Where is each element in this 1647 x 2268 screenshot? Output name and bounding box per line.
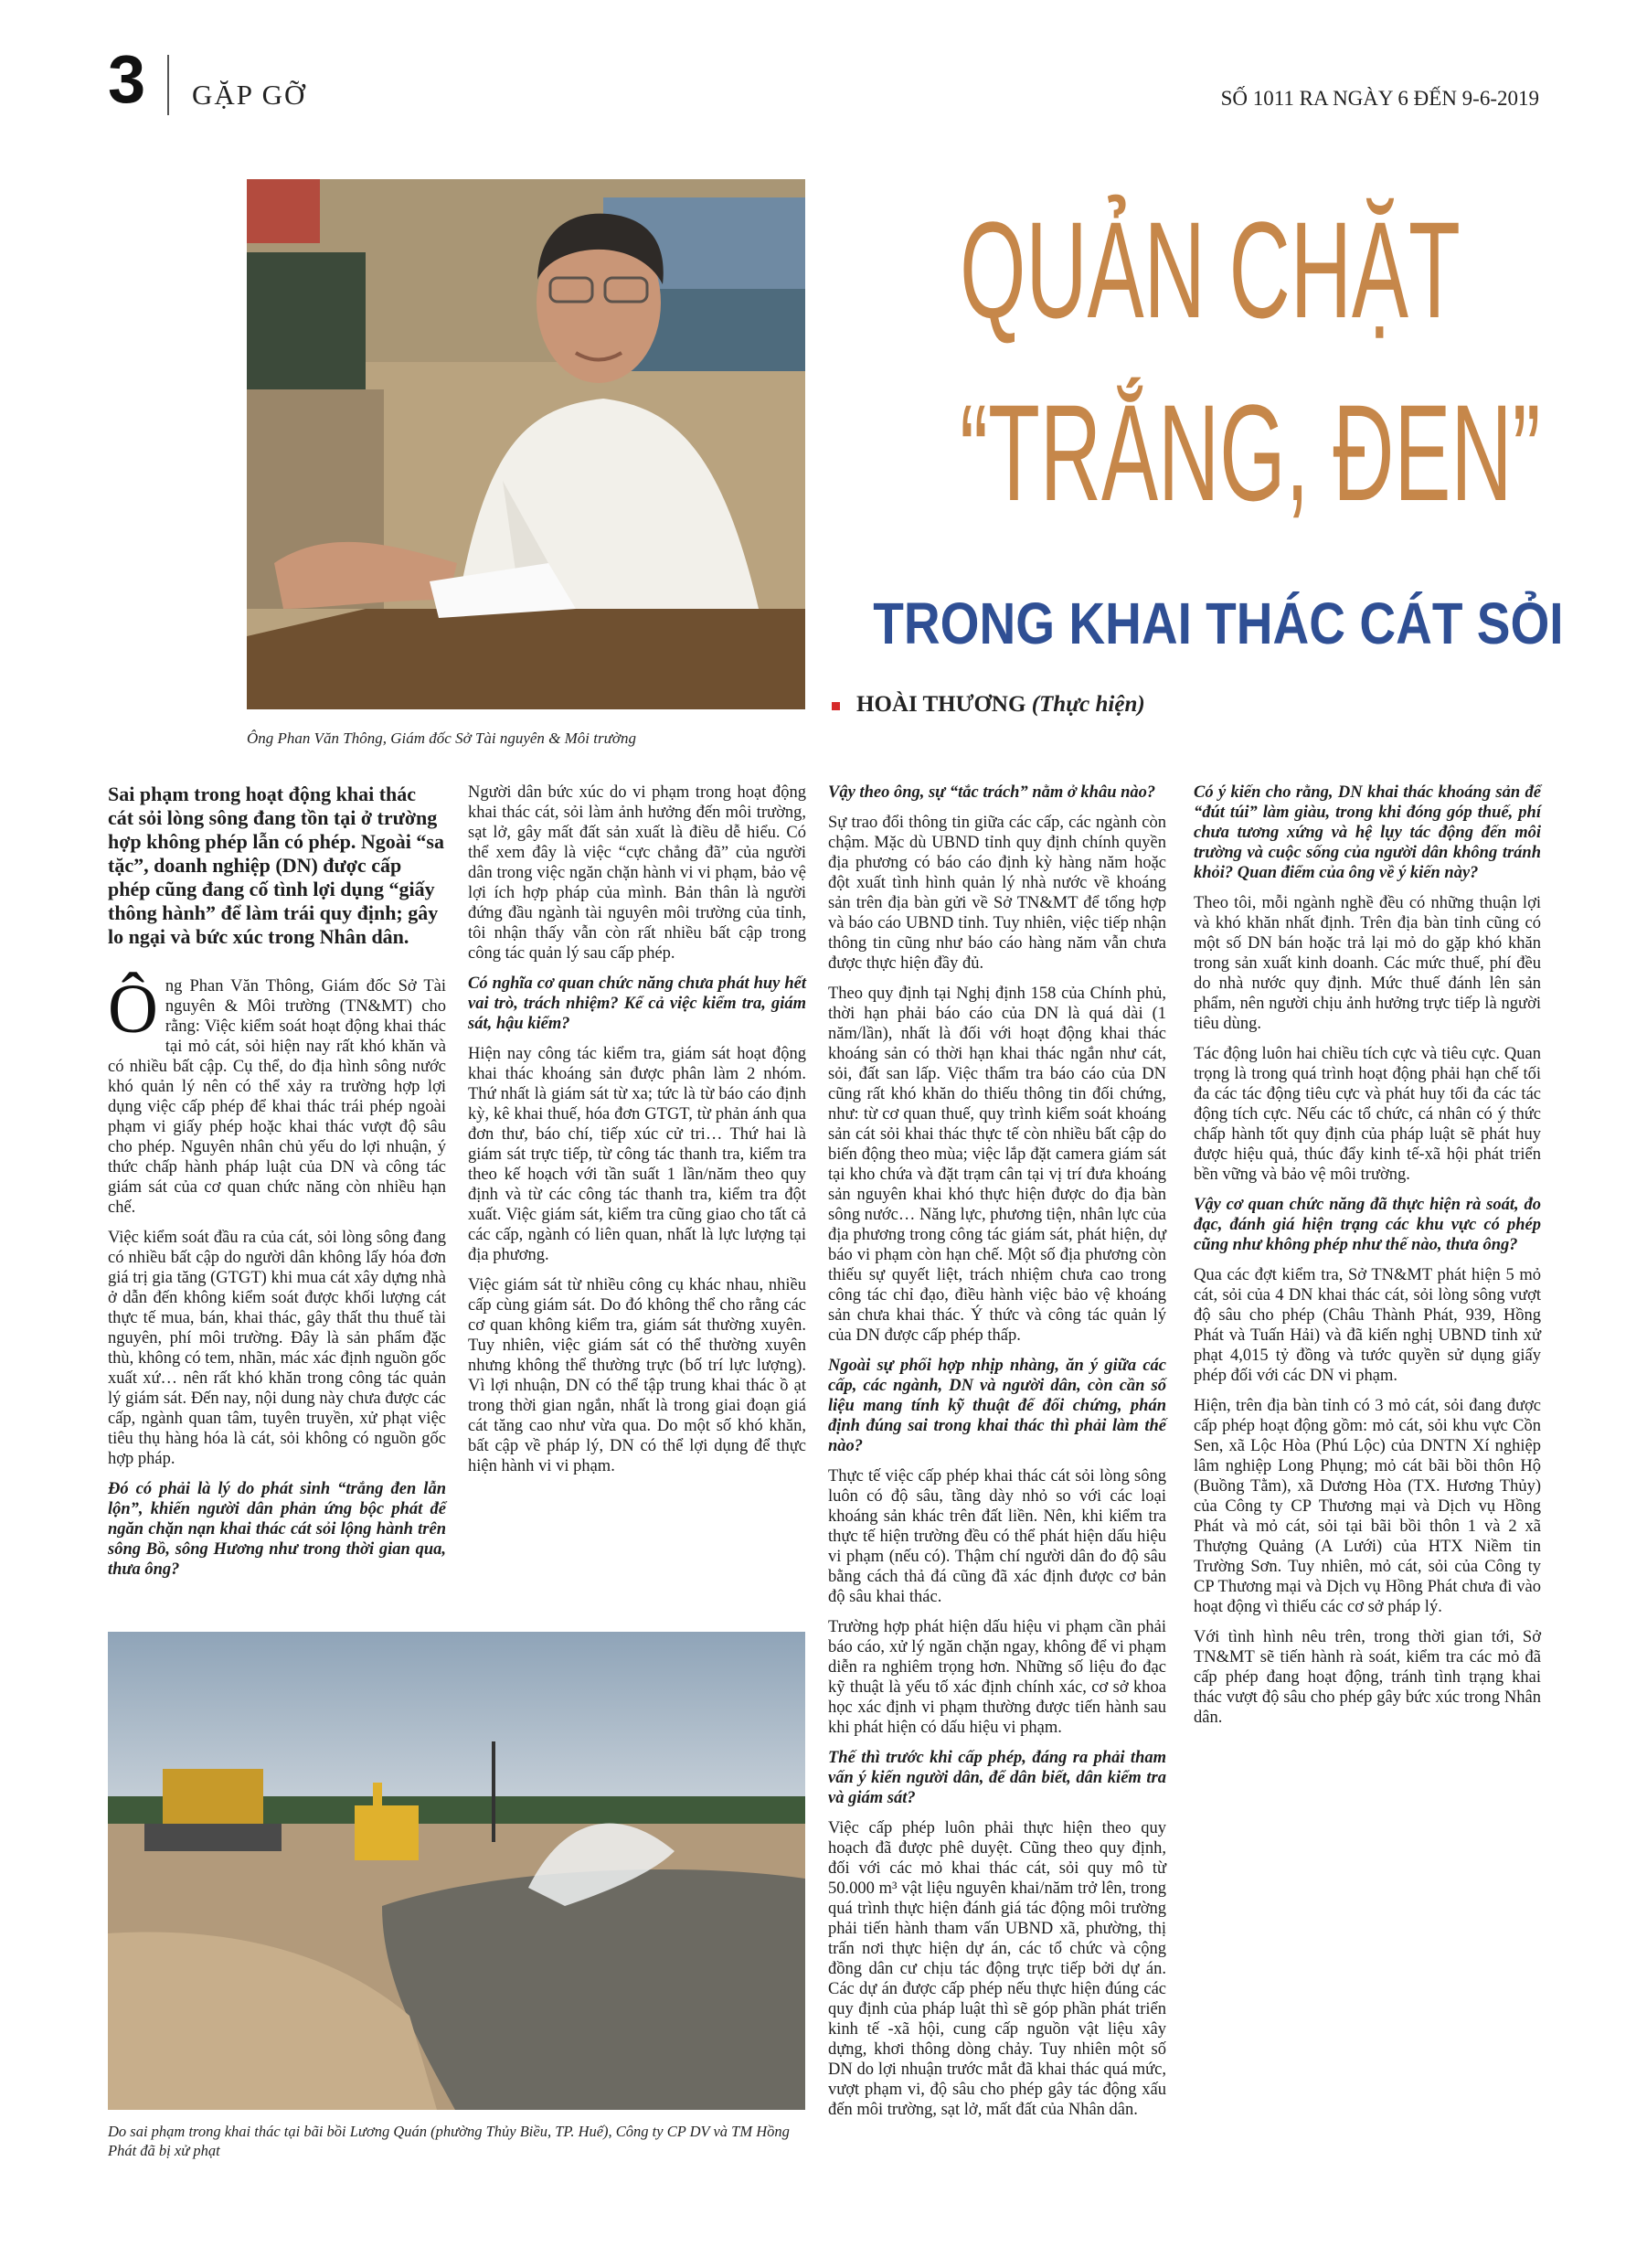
page-number: 3 (108, 41, 146, 117)
portrait-caption: Ông Phan Văn Thông, Giám đốc Sở Tài nguyên & Môi trường (247, 729, 636, 747)
header-divider (167, 55, 169, 115)
portrait-illustration (247, 179, 805, 709)
headline-line-2: “TRẮNG, ĐEN” (960, 376, 1541, 529)
lead-paragraph: Sai phạm trong hoạt động khai thác cát sỏi lòng sông đang tồn tại ở trường hợp không phép lẫn có phép. Ngoài “sa tặc”, doanh nghiệp (DN) được cấp phép cũng đang cố tình lợi dụng “giấy thông hành” để làm trái quy định; gây lo ngại và bức xúc trong Nhân dân. (108, 783, 444, 948)
column-3 (828, 783, 1166, 2130)
body-paragraph: Hiện nay công tác kiểm tra, giám sát hoạt động khai thác khoáng sản được phân làm 2 nhóm. Thứ nhất là giám sát từ xa; tức là từ báo cáo định kỳ, kê khai thuế, hóa đơn GTGT, từ phản ánh qua đơn thư, báo chí, tiếp xúc cử tri… Thứ hai là giám sát trực tiếp, từ công tác thanh tra, kiểm tra theo kế hoạch với tần suất 1 lần/năm theo quy định và từ các công tác thanh tra, kiểm tra đột xuất. Việc giám sát, kiểm tra cũng giao cho tất cả các cấp, ngành có liên quan, nhất là lực lượng tại địa phương. (468, 1045, 806, 1264)
subheadline: TRONG KHAI THÁC CÁT SỎI (873, 591, 1564, 656)
drop-cap: Ô (108, 970, 158, 1048)
column-1 (108, 783, 446, 1590)
interview-question: Vậy cơ quan chức năng đã thực hiện rà soát, đo đạc, đánh giá hiện trạng các khu vực có phép cũng như không phép như thế nào, thưa ông? (1194, 1196, 1541, 1254)
issue-info: SỐ 1011 RA NGÀY 6 ĐẾN 9-6-2019 (1220, 87, 1539, 110)
body-paragraph: Theo tôi, mỗi ngành nghề đều có những thuận lợi và khó khăn nhất định. Trên địa bàn tỉnh cũng có một số DN bán hoặc trả lại mỏ do gặp khó khăn trong sản xuất kinh doanh. Các mức thuế, phí đều do nhà nước quy định. Mức thuế đánh lên sản phẩm, nên người chịu ảnh hưởng trực tiếp là người tiêu dùng. (1194, 894, 1541, 1033)
body-paragraph: Trường hợp phát hiện dấu hiệu vi phạm cần phải báo cáo, xử lý ngăn chặn ngay, không để vi phạm diễn ra nghiêm trọng hơn. Những số liệu đo đạc kỹ thuật là yếu tố xác định chính xác, cơ sở khoa học xác định vi phạm thường được tiến hành sau khi phát hiện có dấu hiệu vi phạm. (828, 1618, 1166, 1737)
body-paragraph: Việc giám sát từ nhiều công cụ khác nhau, nhiều cấp cùng giám sát. Do đó không thể cho rằng các cơ quan không kiểm tra, giám sát thường xuyên. Tuy nhiên, việc giám sát có thể thường xuyên nhưng không thể thường trực (bố trí lực lượng). Vì lợi nhuận, DN có thể tập trung khai thác ồ ạt trong thời gian ngắn, nhất là trong giai đoạn giá cát tăng cao như vừa qua. Do một số khó khăn, bất cập về pháp lý, DN có thể lợi dụng để thực hiện hành vi vi phạm. (468, 1276, 806, 1475)
byline-role: (Thực hiện) (1031, 692, 1145, 717)
paragraph-text: ng Phan Văn Thông, Giám đốc Sở Tài nguyên & Môi trường (TN&MT) cho rằng: Việc kiểm soát hoạt động khai thác tại mỏ cát, sỏi hiện nay rất khó khăn và có nhiều bất cập. Cụ thể, do địa hình sông nước khó quản lý nên có thể xảy ra trường hợp lợi dụng việc cấp phép để khai thác trái phép ngoài phạm vi giấy phép hoặc khai thác vượt độ sâu cho phép. Nguyên nhân chủ yếu do lợi nhuận, ý thức chấp hành pháp luật của DN và công tác giám sát của cơ quan chức năng còn nhiều hạn chế. (108, 976, 446, 1217)
section-name: GẶP GỠ (192, 79, 307, 111)
portrait-photo (247, 179, 805, 709)
body-paragraph: Qua các đợt kiểm tra, Sở TN&MT phát hiện 5 mỏ cát, sỏi của 4 DN khai thác cát, sỏi lòng sông vượt độ sâu cho phép (Châu Thành Phát, 939, Hồng Phát và Tuấn Hải) và đã kiến nghị UBND tỉnh xử phạt 4,015 tỷ đồng và tước quyền sử dụng giấy phép đối với các DN vi phạm. (1194, 1266, 1541, 1385)
body-paragraph: Người dân bức xúc do vi phạm trong hoạt động khai thác cát, sỏi làm ảnh hưởng đến môi trường, sạt lở, gây mất đất sản xuất là điều dễ hiểu. Có thể xem đây là việc “cực chẳng đã” của người dân trong việc ngăn chặn hành vi vi phạm, bảo vệ lợi ích hợp pháp của mình. Bản thân là người đứng đầu ngành tài nguyên môi trường của tỉnh, tôi nhận thấy vẫn còn rất nhiều bất cập trong công tác quản lý sau cấp phép. (468, 783, 806, 963)
body-paragraph: Tác động luôn hai chiều tích cực và tiêu cực. Quan trọng là trong quá trình hoạt động phải hạn chế tối đa các tác động tiêu cực và phát huy tối đa các tác động tích cực. Nếu các tổ chức, cá nhân có ý thức chấp hành tốt quy định của pháp luật sẽ phát huy được hiệu quả, thúc đẩy kinh tế-xã hội phát triển bền vững và bảo vệ môi trường. (1194, 1045, 1541, 1184)
body-paragraph: Với tình hình nêu trên, trong thời gian tới, Sở TN&MT sẽ tiến hành rà soát, kiểm tra các mỏ đã cấp phép đang hoạt động, tránh tình trạng khai thác vượt độ sâu cho phép gây bức xúc trong Nhân dân. (1194, 1628, 1541, 1727)
bullet-icon (832, 702, 840, 710)
interview-question: Có ý kiến cho rằng, DN khai thác khoáng sản để “đút túi” làm giàu, trong khi đóng góp thuế, phí chưa tương xứng và hệ lụy tác động đến môi trường và cuộc sống của người dân không tránh khỏi? Quan điểm của ông về ý kiến này? (1194, 783, 1541, 882)
interview-question: Đó có phải là lý do phát sinh “trắng đen lẫn lộn”, khiến người dân phản ứng bộc phát để ngăn chặn nạn khai thác cát sỏi lộng hành trên sông Bồ, sông Hương như trong thời gian qua, thưa ông? (108, 1479, 446, 1579)
column-2 (468, 783, 806, 1486)
site-illustration (108, 1632, 805, 2110)
interview-question: Vậy theo ông, sự “tắc trách” nằm ở khâu nào? (828, 783, 1156, 802)
interview-question: Thế thì trước khi cấp phép, đáng ra phải tham vấn ý kiến người dân, để dân biết, dân kiểm tra và giám sát? (828, 1749, 1166, 1807)
interview-question: Ngoài sự phối hợp nhịp nhàng, ăn ý giữa các cấp, các ngành, DN và người dân, còn cần số liệu mang tính kỹ thuật để đối chứng, phán định đúng sai trong khai thác thì phải làm thế nào? (828, 1357, 1166, 1455)
body-paragraph: Thực tế việc cấp phép khai thác cát sỏi lòng sông luôn có độ sâu, tầng dày nhỏ so với các loại khoáng sản khác trên đất liền. Nên, khi kiểm tra thực tế hiện trường đều có thể phát hiện dấu hiệu vi phạm (nếu có). Thậm chí người dân đo độ sâu bằng cách thả đá cũng đã xác định được cơ bản độ sâu khai thác. (828, 1467, 1166, 1606)
body-paragraph: Theo quy định tại Nghị định 158 của Chính phủ, thời hạn phải báo cáo của DN là quá dài (1 năm/lần), nhất là đối với hoạt động khai thác khoáng sản có thời hạn khai thác ngắn như cát, sỏi, đất san lấp. Việc thẩm tra báo cáo của DN cũng rất khó khăn do thiếu thông tin đối chứng, như: từ cơ quan thuế, quy trình kiểm soát khoáng sản cát sỏi khai thác thực tế còn nhiều bất cập do biến động theo mùa; việc lắp đặt camera giám sát tại kho chứa và đặt trạm cân tại vị trí đưa khoáng sản nguyên khai khó thực hiện được do địa bàn sông nước… Năng lực, phương tiện, nhân lực của địa phương trong công tác giám sát, phát hiện, dự báo vi phạm còn hạn chế. Một số địa phương còn thiếu sự quyết liệt, trách nhiệm chưa cao trong công tác chỉ đạo, điều hành việc bảo vệ khoáng sản chưa khai thác. Ý thức và công tác quản lý của DN được cấp phép thấp. (828, 985, 1166, 1345)
body-paragraph: Hiện, trên địa bàn tỉnh có 3 mỏ cát, sỏi đang được cấp phép hoạt động gồm: mỏ cát, sỏi khu vực Cồn Sen, xã Lộc Hòa (Phú Lộc) của DNTN Xí nghiệp lâm nghiệp Long Phụng; mỏ cát bãi bồi thôn Hộ (Buồng Tằm), xã Dương Hòa (TX. Hương Thủy) của Công ty CP Thương mại và Dịch vụ Hồng Phát và mỏ cát, sỏi tại bãi bồi thôn 1 và 2 xã Thượng Quảng (A Lưới) của HTX Niềm tin Trường Sơn. Tuy nhiên, mỏ cát, sỏi của Công ty CP Thương mại và Dịch vụ Hồng Phát chưa đi vào hoạt động vì thiếu các cơ sở pháp lý. (1194, 1397, 1541, 1616)
site-photo-caption: Do sai phạm trong khai thác tại bãi bồi Lương Quán (phường Thủy Biều, TP. Huế), Công ty CP DV và TM Hồng Phát đã bị xử phạt (108, 2123, 790, 2159)
headline-line-1: QUẢN CHẶT (960, 193, 1461, 346)
column-4 (1194, 783, 1541, 1738)
byline-name: HOÀI THƯƠNG (856, 692, 1026, 717)
body-paragraph: Sự trao đổi thông tin giữa các cấp, các ngành còn chậm. Mặc dù UBND tỉnh quy định chính quyền địa phương có báo cáo định kỳ hàng năm hoặc đột xuất tình hình quản lý nhà nước về khoáng sản trên địa bàn gửi về Sở TN&MT để tổng hợp và báo cáo UBND tỉnh. Tuy nhiên, việc tiếp nhận thông tin cũng như báo cáo hàng năm vẫn chưa được thực hiện đầy đủ. (828, 814, 1166, 973)
body-paragraph (108, 970, 446, 1218)
body-paragraph: Việc kiểm soát đầu ra của cát, sỏi lòng sông đang có nhiều bất cập do người dân không lấy hóa đơn giá trị gia tăng (GTGT) khi mua cát xây dựng nhà ở dẫn đến không kiểm soát được khối lượng cát thực tế mua, bán, khai thác, gây thất thu thuế tài nguyên, phí môi trường. Đây là sản phẩm đặc thù, không có tem, nhãn, mác xác định nguồn gốc xuất xứ… nên rất khó khăn trong công tác quản lý giám sát. Đến nay, nội dung này chưa được các cấp, ngành quan tâm, tuyên truyền, xử phạt việc tiêu thụ hàng hóa là cát, sỏi không có nguồn gốc hợp pháp. (108, 1228, 446, 1468)
site-photo (108, 1632, 805, 2110)
interview-question: Có nghĩa cơ quan chức năng chưa phát huy hết vai trò, trách nhiệm? Kể cả việc kiểm tra, giám sát, hậu kiểm? (468, 974, 806, 1033)
byline (832, 693, 1145, 716)
body-paragraph: Việc cấp phép luôn phải thực hiện theo quy hoạch đã được phê duyệt. Cũng theo quy định, đối với các mỏ khai thác cát, sỏi quy mô từ 50.000 m³ vật liệu nguyên khai/năm trở lên, trong quá trình thực hiện đánh giá tác động môi trường phải tiến hành tham vấn UBND xã, phường, thị trấn nơi thực hiện dự án, các tổ chức và cộng đồng dân cư chịu tác động trực tiếp bởi dự án. Các dự án được cấp phép nếu thực hiện đúng các quy định của pháp luật thì sẽ góp phần phát triển kinh tế -xã hội, cung cấp nguồn vật liệu xây dựng, khơi thông dòng chảy. Tuy nhiên một số DN do lợi nhuận trước mắt đã khai thác quá mức, vượt phạm vi, độ sâu cho phép gây tác động xấu đến môi trường, sạt lở, mất đất của Nhân dân. (828, 1819, 1166, 2119)
